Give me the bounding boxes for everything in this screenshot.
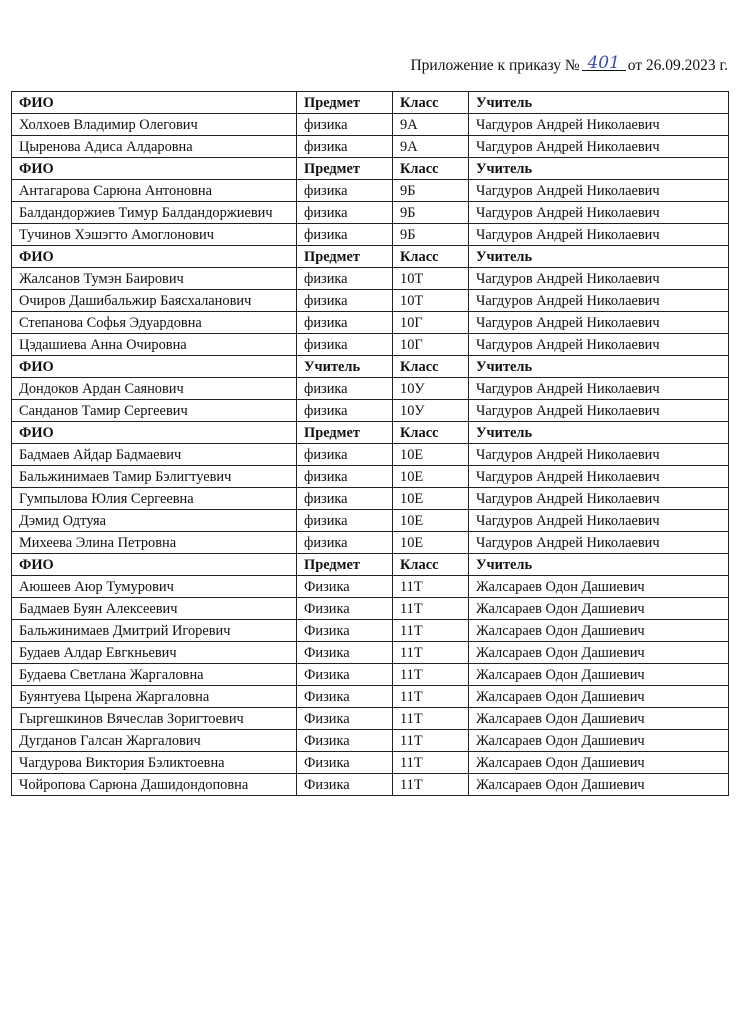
- header-cell-teacher: Учитель: [469, 246, 729, 268]
- teacher-cell: Жалсараев Одон Дашиевич: [469, 598, 729, 620]
- table-row: [12, 664, 729, 686]
- teacher-cell: Чагдуров Андрей Николаевич: [469, 400, 729, 422]
- table-row: [12, 136, 729, 158]
- student-roster-table: [11, 91, 729, 796]
- group-header-row: [12, 422, 729, 444]
- header-cell-name: ФИО: [12, 554, 297, 576]
- header-cell-name: ФИО: [12, 158, 297, 180]
- subject-cell: физика: [297, 136, 393, 158]
- header-cell-subject: Предмет: [297, 246, 393, 268]
- student-name-cell: Аюшеев Аюр Тумурович: [12, 576, 297, 598]
- class-cell: 10Т: [393, 290, 469, 312]
- header-cell-teacher: Учитель: [469, 356, 729, 378]
- header-cell-subject: Учитель: [297, 356, 393, 378]
- header-cell-name: ФИО: [12, 92, 297, 114]
- student-name-cell: Степанова Софья Эдуардовна: [12, 312, 297, 334]
- table-row: [12, 708, 729, 730]
- teacher-cell: Чагдуров Андрей Николаевич: [469, 202, 729, 224]
- teacher-cell: Чагдуров Андрей Николаевич: [469, 312, 729, 334]
- student-name-cell: Дондоков Ардан Саянович: [12, 378, 297, 400]
- teacher-cell: Чагдуров Андрей Николаевич: [469, 224, 729, 246]
- header-cell-class: Класс: [393, 92, 469, 114]
- header-cell-teacher: Учитель: [469, 92, 729, 114]
- class-cell: 10У: [393, 378, 469, 400]
- student-name-cell: Балдандоржиев Тимур Балдандоржиевич: [12, 202, 297, 224]
- subject-cell: физика: [297, 312, 393, 334]
- subject-cell: Физика: [297, 576, 393, 598]
- table-row: [12, 730, 729, 752]
- subject-cell: физика: [297, 224, 393, 246]
- teacher-cell: Жалсараев Одон Дашиевич: [469, 730, 729, 752]
- subject-cell: физика: [297, 180, 393, 202]
- header-suffix: от 26.09.2023 г.: [627, 57, 728, 74]
- table-row: [12, 598, 729, 620]
- teacher-cell: Чагдуров Андрей Николаевич: [469, 334, 729, 356]
- class-cell: 11Т: [393, 598, 469, 620]
- class-cell: 9Б: [393, 224, 469, 246]
- table-row: [12, 400, 729, 422]
- subject-cell: Физика: [297, 598, 393, 620]
- class-cell: 10Е: [393, 532, 469, 554]
- student-name-cell: Санданов Тамир Сергеевич: [12, 400, 297, 422]
- teacher-cell: Жалсараев Одон Дашиевич: [469, 620, 729, 642]
- subject-cell: физика: [297, 378, 393, 400]
- subject-cell: физика: [297, 510, 393, 532]
- class-cell: 11Т: [393, 642, 469, 664]
- subject-cell: Физика: [297, 774, 393, 796]
- student-name-cell: Бальжинимаев Тамир Бэлигтуевич: [12, 466, 297, 488]
- class-cell: 11Т: [393, 708, 469, 730]
- header-prefix: Приложение к приказу №: [410, 57, 580, 74]
- subject-cell: Физика: [297, 752, 393, 774]
- teacher-cell: Жалсараев Одон Дашиевич: [469, 774, 729, 796]
- class-cell: 10Т: [393, 268, 469, 290]
- handwritten-order-number: 401: [582, 56, 626, 71]
- class-cell: 10Е: [393, 466, 469, 488]
- teacher-cell: Чагдуров Андрей Николаевич: [469, 444, 729, 466]
- group-header-row: [12, 158, 729, 180]
- teacher-cell: Чагдуров Андрей Николаевич: [469, 532, 729, 554]
- order-appendix-header: [410, 53, 728, 75]
- teacher-cell: Жалсараев Одон Дашиевич: [469, 664, 729, 686]
- class-cell: 10Е: [393, 488, 469, 510]
- teacher-cell: Чагдуров Андрей Николаевич: [469, 378, 729, 400]
- header-cell-class: Класс: [393, 158, 469, 180]
- teacher-cell: Жалсараев Одон Дашиевич: [469, 686, 729, 708]
- class-cell: 11Т: [393, 686, 469, 708]
- teacher-cell: Чагдуров Андрей Николаевич: [469, 114, 729, 136]
- subject-cell: физика: [297, 488, 393, 510]
- table-row: [12, 642, 729, 664]
- subject-cell: Физика: [297, 708, 393, 730]
- table-row: [12, 686, 729, 708]
- header-cell-name: ФИО: [12, 356, 297, 378]
- subject-cell: физика: [297, 532, 393, 554]
- teacher-cell: Жалсараев Одон Дашиевич: [469, 752, 729, 774]
- header-cell-class: Класс: [393, 356, 469, 378]
- class-cell: 9А: [393, 114, 469, 136]
- subject-cell: физика: [297, 400, 393, 422]
- header-cell-class: Класс: [393, 554, 469, 576]
- class-cell: 10Г: [393, 312, 469, 334]
- student-name-cell: Гыргешкинов Вячеслав Зоригтоевич: [12, 708, 297, 730]
- teacher-cell: Чагдуров Андрей Николаевич: [469, 180, 729, 202]
- teacher-cell: Чагдуров Андрей Николаевич: [469, 290, 729, 312]
- subject-cell: Физика: [297, 686, 393, 708]
- teacher-cell: Чагдуров Андрей Николаевич: [469, 488, 729, 510]
- student-name-cell: Жалсанов Тумэн Баирович: [12, 268, 297, 290]
- class-cell: 11Т: [393, 730, 469, 752]
- table-row: [12, 488, 729, 510]
- table-row: [12, 444, 729, 466]
- roster-body: [12, 92, 729, 796]
- class-cell: 11Т: [393, 664, 469, 686]
- teacher-cell: Жалсараев Одон Дашиевич: [469, 708, 729, 730]
- student-name-cell: Бадмаев Буян Алексеевич: [12, 598, 297, 620]
- group-header-row: [12, 246, 729, 268]
- table-row: [12, 202, 729, 224]
- table-row: [12, 290, 729, 312]
- student-name-cell: Бальжинимаев Дмитрий Игоревич: [12, 620, 297, 642]
- header-cell-name: ФИО: [12, 246, 297, 268]
- student-name-cell: Чойропова Сарюна Дашидондоповна: [12, 774, 297, 796]
- header-cell-name: ФИО: [12, 422, 297, 444]
- student-name-cell: Чагдурова Виктория Бэликтоевна: [12, 752, 297, 774]
- table-row: [12, 114, 729, 136]
- subject-cell: физика: [297, 334, 393, 356]
- table-row: [12, 312, 729, 334]
- class-cell: 11Т: [393, 620, 469, 642]
- group-header-row: [12, 554, 729, 576]
- class-cell: 9Б: [393, 180, 469, 202]
- header-cell-teacher: Учитель: [469, 422, 729, 444]
- class-cell: 10Е: [393, 444, 469, 466]
- student-name-cell: Гумпылова Юлия Сергеевна: [12, 488, 297, 510]
- table-row: [12, 576, 729, 598]
- group-header-row: [12, 92, 729, 114]
- header-cell-class: Класс: [393, 422, 469, 444]
- class-cell: 9Б: [393, 202, 469, 224]
- class-cell: 10У: [393, 400, 469, 422]
- subject-cell: Физика: [297, 730, 393, 752]
- class-cell: 11Т: [393, 752, 469, 774]
- table-row: [12, 620, 729, 642]
- header-cell-class: Класс: [393, 246, 469, 268]
- table-row: [12, 268, 729, 290]
- class-cell: 10Е: [393, 510, 469, 532]
- teacher-cell: Жалсараев Одон Дашиевич: [469, 642, 729, 664]
- teacher-cell: Чагдуров Андрей Николаевич: [469, 136, 729, 158]
- header-cell-teacher: Учитель: [469, 554, 729, 576]
- table-row: [12, 378, 729, 400]
- class-cell: 11Т: [393, 576, 469, 598]
- subject-cell: физика: [297, 114, 393, 136]
- teacher-cell: Чагдуров Андрей Николаевич: [469, 268, 729, 290]
- table-row: [12, 752, 729, 774]
- table-row: [12, 180, 729, 202]
- class-cell: 9А: [393, 136, 469, 158]
- student-name-cell: Антагарова Сарюна Антоновна: [12, 180, 297, 202]
- student-name-cell: Бадмаев Айдар Бадмаевич: [12, 444, 297, 466]
- header-cell-teacher: Учитель: [469, 158, 729, 180]
- subject-cell: Физика: [297, 620, 393, 642]
- subject-cell: физика: [297, 202, 393, 224]
- table-row: [12, 510, 729, 532]
- group-header-row: [12, 356, 729, 378]
- subject-cell: физика: [297, 466, 393, 488]
- subject-cell: Физика: [297, 664, 393, 686]
- table-row: [12, 466, 729, 488]
- student-name-cell: Тучинов Хэшэгто Амоглонович: [12, 224, 297, 246]
- header-cell-subject: Предмет: [297, 92, 393, 114]
- table-row: [12, 532, 729, 554]
- student-name-cell: Цыренова Адиса Алдаровна: [12, 136, 297, 158]
- student-name-cell: Холхоев Владимир Олегович: [12, 114, 297, 136]
- header-cell-subject: Предмет: [297, 554, 393, 576]
- teacher-cell: Чагдуров Андрей Николаевич: [469, 466, 729, 488]
- table-row: [12, 334, 729, 356]
- student-name-cell: Михеева Элина Петровна: [12, 532, 297, 554]
- class-cell: 11Т: [393, 774, 469, 796]
- teacher-cell: Жалсараев Одон Дашиевич: [469, 576, 729, 598]
- student-name-cell: Будаева Светлана Жаргаловна: [12, 664, 297, 686]
- student-name-cell: Цэдашиева Анна Очировна: [12, 334, 297, 356]
- class-cell: 10Г: [393, 334, 469, 356]
- teacher-cell: Чагдуров Андрей Николаевич: [469, 510, 729, 532]
- student-name-cell: Дэмид Одтуяа: [12, 510, 297, 532]
- header-cell-subject: Предмет: [297, 422, 393, 444]
- subject-cell: физика: [297, 444, 393, 466]
- header-cell-subject: Предмет: [297, 158, 393, 180]
- student-name-cell: Дугданов Галсан Жаргалович: [12, 730, 297, 752]
- subject-cell: Физика: [297, 642, 393, 664]
- student-name-cell: Буянтуева Цырена Жаргаловна: [12, 686, 297, 708]
- subject-cell: физика: [297, 268, 393, 290]
- table-row: [12, 224, 729, 246]
- student-name-cell: Будаев Алдар Евгкньевич: [12, 642, 297, 664]
- subject-cell: физика: [297, 290, 393, 312]
- student-name-cell: Очиров Дашибальжир Баясхаланович: [12, 290, 297, 312]
- table-row: [12, 774, 729, 796]
